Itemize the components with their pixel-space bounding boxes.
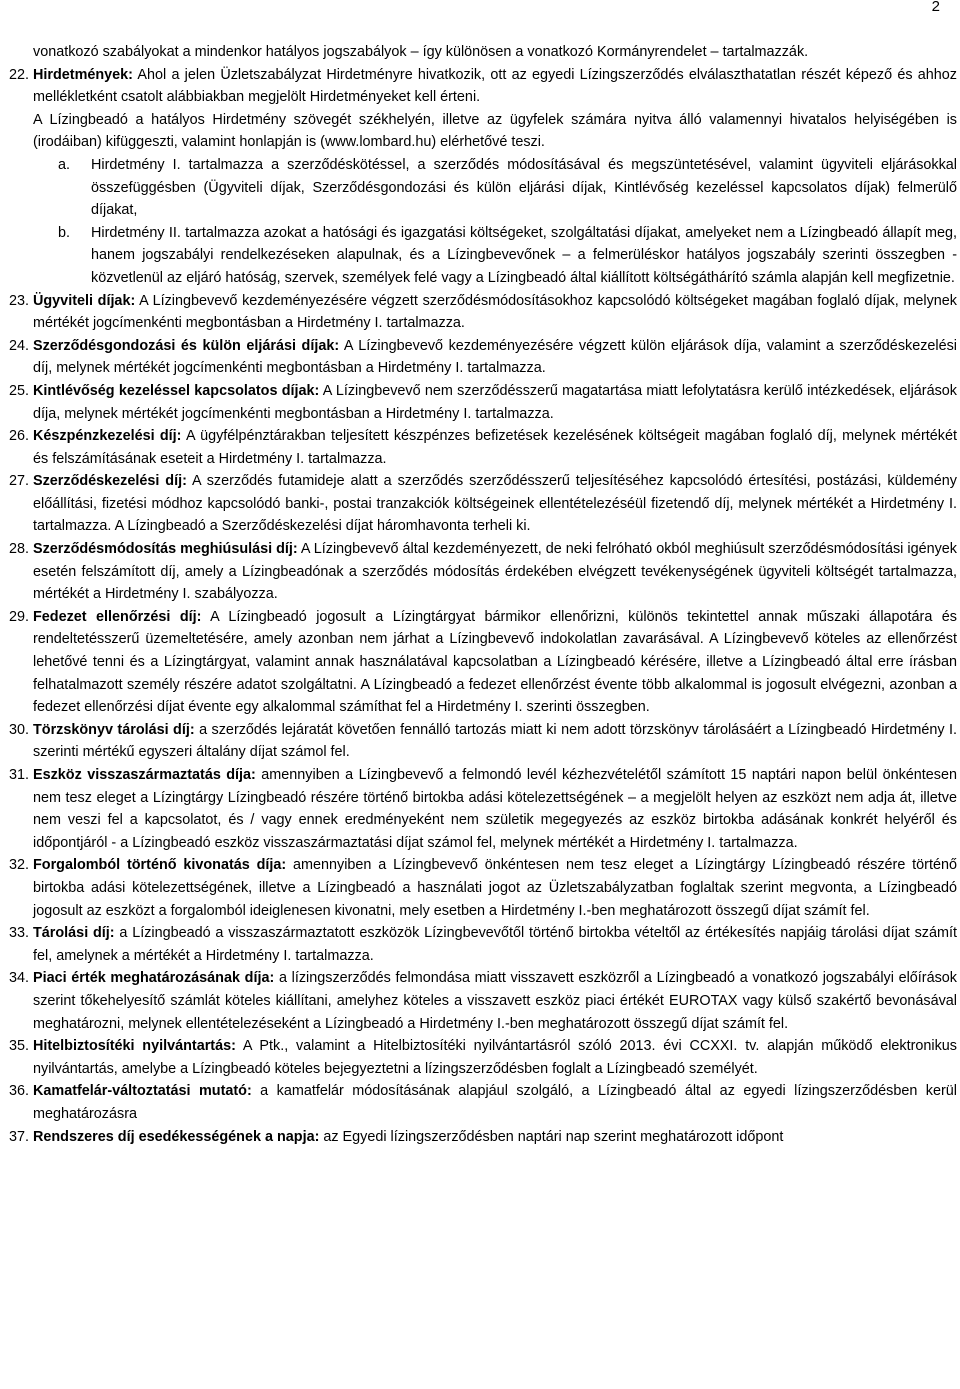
sub-item-letter: a. <box>58 156 71 173</box>
item-text: a lízingszerződés felmondása miatt visszavett eszközről a Lízingbeadó a vonatkozó jogszabályi előírások szerint tőkehelyesítő számlát köteles kiállítani, amelyhez köteles a visszavett eszköz piaci értékét EUROTAX vagy külső szakértő bevonásával meghatározni, melynek ellentételezéseként a Lízingbeadó a Hirdetmény I.-ben meghatározott összegű díjat számít fel. <box>33 970 957 1032</box>
item-number: 26. <box>9 428 30 445</box>
item-number: 22. <box>9 66 30 83</box>
item-number: 30. <box>9 721 30 738</box>
item-text: A Lízingbeadó jogosult a Lízingtárgyat bármikor ellenőrizni, különös tekintettel annak műszaki állapotára és rendeltetésszerű üzemeltetésére, amely azonban nem járhat a Lízingbevevő indokolatlan zavarásával. A Lízingbevevő köteles az ellenőrzést lehetővé tenni és a Lízingtárgyat, valamint annak használatával kapcsolatban a Lízingbeadó kérésére, illetve a Lízingbeadó által erre írásban felhatalmazott személy részére adatot szolgáltatni. A Lízingbeadó a fedezet ellenőrzést évente több alkalommal is jogosult elvégezni, azonban a fedezet ellenőrzési díjat évente egy alkalommal számíthat fel a Hirdetmény I. szerinti összegben. <box>33 608 957 716</box>
item-number: 34. <box>9 970 30 987</box>
item-title: Piaci érték meghatározásának díja: <box>33 970 275 987</box>
item-title: Tárolási díj: <box>33 925 115 942</box>
item-number: 29. <box>9 608 30 625</box>
item-number: 27. <box>9 473 30 490</box>
item-title: Szerződéskezelési díj: <box>33 473 187 490</box>
definition-item <box>9 380 957 425</box>
item-text: Ahol a jelen Üzletszabályzat Hirdetményre hivatkozik, ott az egyedi Lízingszerződés elválaszthatatlan részét képező és ahhoz mellékletként csatolt alábbiakban megjelölt Hirdetményeket kell érteni. <box>33 66 957 106</box>
item-title: Forgalomból történő kivonatás díja: <box>33 857 287 874</box>
document-body <box>9 41 958 1148</box>
page-number: 2 <box>931 0 940 15</box>
item-title: Hitelbiztosítéki nyilvántartás: <box>33 1038 236 1055</box>
item-title: Kintlévőség kezeléssel kapcsolatos díjak: <box>33 382 320 399</box>
item-text: a szerződés lejáratát követően fennálló tartozás miatt ki nem adott törzskönyv tárolásáért a Lízingbeadó Hirdetmény I. szerinti mértékű egyszeri általány díjat számol fel. <box>33 721 957 761</box>
sub-item-text: Hirdetmény II. tartalmazza azokat a hatósági és igazgatási költségeket, szolgáltatási díjakat, amelyeket nem a Lízingbeadó állapít meg, hanem jogszabályi rendelkezéseken alapulnak, és a Lízingbevevőnek – a felmerüléskor hatályos jogszabály szerinti összegben - közvetlenül az eljáró hatóság, szervek, személyek felé vagy a Lízingbeadó által kiállított költségáthárító számla alapján kell megfizetnie. <box>91 224 957 286</box>
item-number: 32. <box>9 857 30 874</box>
item-text: amennyiben a Lízingbevevő önkéntesen nem tesz eleget a Lízingtárgy Lízingbeadó részére történő birtokba adási kötelezettségének, illetve a Lízingbeadó a használati jogot az Üzletszabályzatban foglaltak szerint megvonta, a Lízingbeadó jogosult az eszközt a forgalomból ideiglenesen kivonatni, mely esetben a Hirdetmény I.-ben meghatározott összegű díjat számít fel. <box>33 857 957 919</box>
definition-item <box>9 1126 957 1149</box>
item-title: Rendszeres díj esedékességének a napja: <box>33 1128 320 1145</box>
item-text: A Lízingbevevő által kezdeményezett, de neki felróható okból meghiúsult szerződésmódosítási igények esetén felszámított díj, amely a Lízingbeadónak a szerződés módosítás érdekében elvégzett tevékenységének ügyviteli költségét tartalmazza, mértékét a Hirdetmény I. szabályozza. <box>33 541 957 603</box>
sub-item-text: Hirdetmény I. tartalmazza a szerződéskötéssel, a szerződés módosításával és megszüntetésével, valamint ügyviteli eljárásokkal összefüggésben (Ügyviteli díjak, Szerződésgondozási és külön eljárási díjak, Kintlévőség kezeléssel kapcsolatos díjak) felmerülő díjakat, <box>91 156 957 219</box>
item-text: A Ptk., valamint a Hitelbiztosítéki nyilvántartásról szóló 2013. évi CCXXI. tv. alapján működő elektronikus nyilvántartás, amelybe a Lízingbeadó köteles bejegyeztetni a lízingszerződésben foglalt a Lízingbeadó személyét. <box>33 1038 957 1077</box>
item-title: Fedezet ellenőrzési díj: <box>33 608 202 625</box>
item-number: 28. <box>9 541 30 558</box>
item-title: Szerződésgondozási és külön eljárási díjak: <box>33 337 340 354</box>
item-number: 31. <box>9 767 30 783</box>
sub-item <box>58 154 957 222</box>
item-text: amennyiben a Lízingbevevő a felmondó levél kézhezvételétől számított 15 naptári napon belül önkéntesen nem tesz eleget a Lízingtárgy Lízingbeadó részére történő birtokba adási kötelezettségének – a megjelölt helyen az eszközt nem adja át, illetve nem veszi fel a kapcsolatot, és / vagy ennek eredményeként nem születik megegyezés az eszköz birtokba adásának konkrét helyéről és időpontjáról - a Lízingbeadó eszköz visszaszármaztatási díjat számol fel, melynek mértékét a Hirdetmény I. tartalmazza. <box>33 767 958 851</box>
definition-item <box>9 470 957 538</box>
definition-item <box>9 290 957 335</box>
definition-item <box>9 854 957 922</box>
definition-item <box>9 764 958 854</box>
item-text: A Lízingbevevő nem szerződésszerű magatartása miatt lefolytatásra kerülő intézkedések, eljárások díja, melynek mértékét jogcímenkénti megbontásban a Hirdetmény I. tartalmazza. <box>33 382 957 422</box>
item-number: 23. <box>9 292 30 309</box>
item-title: Készpénzkezelési díj: <box>33 428 182 445</box>
intro-continuation: vonatkozó szabályokat a mindenkor hatályos jogszabályok – így különösen a vonatkozó Kormányrendelet – tartalmazzák. <box>33 44 809 60</box>
item-text: az Egyedi lízingszerződésben naptári nap szerint meghatározott időpont <box>319 1128 784 1145</box>
item-text: A Lízingbevevő kezdeményezésére végzett külön eljárások díja, valamint a szerződéskezelési díj, melynek mértékét jogcímenkénti megbontásban a Hirdetmény I. tartalmazza. <box>33 337 958 377</box>
item-title: Hirdetmények: <box>33 66 133 83</box>
definition-item <box>9 719 957 764</box>
item-number: 25. <box>9 382 30 399</box>
definition-item <box>9 425 957 470</box>
definition-item <box>9 606 957 719</box>
item-number: 36. <box>9 1083 30 1100</box>
item-number: 33. <box>9 925 30 942</box>
item-title: Ügyviteli díjak: <box>33 292 136 309</box>
item-title: Kamatfelár-változtatási mutató: <box>33 1083 252 1100</box>
item-number: 24. <box>9 337 30 354</box>
item-number: 35. <box>9 1038 30 1055</box>
item-paragraph: A Lízingbeadó a hatályos Hirdetmény szövegét székhelyén, illetve az ügyfelek számára nyitva álló valamennyi hivatalos helyiségében is (irodáiban) kifüggeszti, valamint honlapján is (www.lombard.hu) elérhetővé teszi. <box>33 111 957 151</box>
sub-item-letter: b. <box>58 224 71 241</box>
item-text: A Lízingbevevő kezdeményezésére végzett szerződésmódosításokhoz kapcsolódó költségeket magában foglaló díjak, melynek mértékét jogcímenkénti megbontásban a Hirdetmény I. tartalmazza. <box>33 292 957 332</box>
definition-item <box>9 1080 957 1125</box>
definition-item <box>9 967 957 1035</box>
item-text: a Lízingbeadó a visszaszármaztatott eszközök Lízingbevevőtől történő birtokba vételtől az értékesítés napjáig tárolási díjat számít fel, amelynek a mértékét a Hirdetmény I. tartalmazza. <box>33 925 957 964</box>
definition-item <box>9 64 957 109</box>
definition-item <box>9 1035 957 1080</box>
definition-item <box>9 922 957 967</box>
item-title: Szerződésmódosítás meghiúsulási díj: <box>33 541 298 558</box>
item-text: A ügyfélpénztárakban teljesített készpénzes befizetések kezelésének költségeit magában foglaló díj, melynek mértékét és felszámításának eseteit a Hirdetmény I. tartalmazza. <box>33 428 957 467</box>
item-text: a kamatfelár módosításának alapjául szolgáló, a Lízingbeadó által az egyedi lízingszerződésben kerül meghatározásra <box>33 1083 957 1122</box>
definition-item <box>9 538 957 606</box>
sub-item <box>58 222 957 290</box>
item-number: 37. <box>9 1128 30 1145</box>
definition-item <box>9 335 958 380</box>
item-text: A szerződés futamideje alatt a szerződés szerződésszerű teljesítéséhez kapcsolódó értesítési, postázási, küldemény előállítási, fizetési módhoz kapcsolódó banki-, postai tranzakciók költségeinek ellentételezéséül fizetendő díj, melynek mértékét a Hirdetmény I. tartalmazza. A Lízingbeadó a Szerződéskezelési díjat háromhavonta terheli ki. <box>33 473 957 535</box>
item-title: Törzskönyv tárolási díj: <box>33 721 195 738</box>
item-title: Eszköz visszaszármaztatás díja: <box>33 767 256 783</box>
